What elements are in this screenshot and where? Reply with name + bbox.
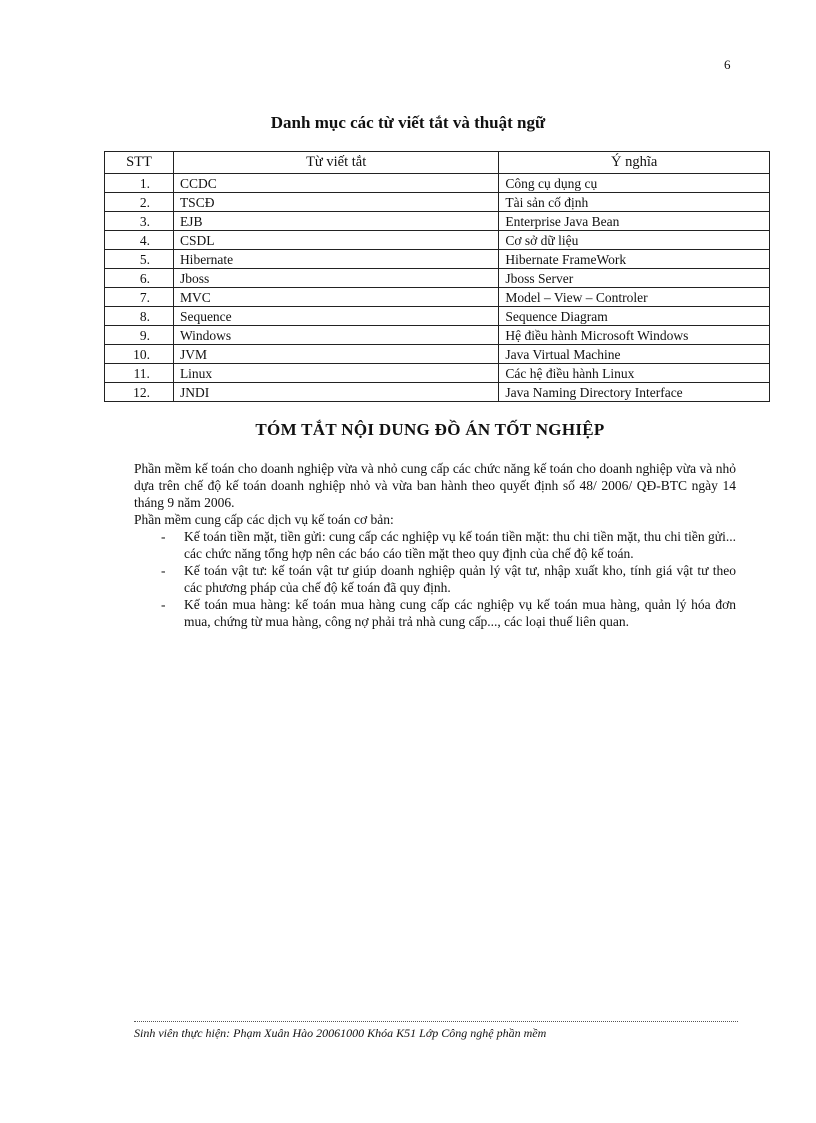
table-row bbox=[105, 269, 770, 288]
bullet-dash: - bbox=[161, 597, 166, 612]
table-row bbox=[105, 364, 770, 383]
row-stt: 3. bbox=[105, 212, 174, 231]
row-meaning: Jboss Server bbox=[499, 269, 770, 288]
list-item bbox=[134, 596, 736, 630]
table-row bbox=[105, 326, 770, 345]
row-abbreviation: Sequence bbox=[173, 307, 498, 326]
services-intro: Phần mềm cung cấp các dịch vụ kế toán cơ bản: bbox=[134, 512, 394, 527]
row-meaning: Java Virtual Machine bbox=[499, 345, 770, 364]
row-stt: 12. bbox=[105, 383, 174, 402]
row-meaning: Sequence Diagram bbox=[499, 307, 770, 326]
row-meaning: Model – View – Controler bbox=[499, 288, 770, 307]
row-stt: 4. bbox=[105, 231, 174, 250]
bullet-dash: - bbox=[161, 529, 166, 544]
footer-divider bbox=[134, 1021, 738, 1022]
bullet-dash: - bbox=[161, 563, 166, 578]
row-meaning: Enterprise Java Bean bbox=[499, 212, 770, 231]
footer-text: Sinh viên thực hiện: Phạm Xuân Hào 20061000 Khóa K51 Lớp Công nghệ phần mềm bbox=[134, 1026, 547, 1040]
row-stt: 6. bbox=[105, 269, 174, 288]
row-meaning: Hibernate FrameWork bbox=[499, 250, 770, 269]
list-item-text: Kế toán vật tư: kế toán vật tư giúp doanh nghiệp quản lý vật tư, nhập xuất kho, tính giá vật tư theo các phương pháp của chế độ kế toán đã quy định. bbox=[184, 563, 736, 595]
row-meaning: Cơ sở dữ liệu bbox=[499, 231, 770, 250]
row-stt: 10. bbox=[105, 345, 174, 364]
row-abbreviation: Hibernate bbox=[173, 250, 498, 269]
table-row bbox=[105, 345, 770, 364]
row-abbreviation: JVM bbox=[173, 345, 498, 364]
table-row bbox=[105, 383, 770, 402]
page-title: Danh mục các từ viết tắt và thuật ngữ bbox=[270, 113, 546, 132]
row-stt: 8. bbox=[105, 307, 174, 326]
row-abbreviation: JNDI bbox=[173, 383, 498, 402]
table-row bbox=[105, 212, 770, 231]
summary-body bbox=[134, 460, 736, 630]
row-stt: 7. bbox=[105, 288, 174, 307]
services-list bbox=[134, 528, 736, 630]
row-stt: 1. bbox=[105, 174, 174, 193]
section-heading: TÓM TẮT NỘI DUNG ĐỒ ÁN TỐT NGHIỆP bbox=[255, 420, 605, 439]
abbreviation-table bbox=[104, 151, 770, 402]
row-abbreviation: CCDC bbox=[173, 174, 498, 193]
list-item-text: Kế toán tiền mặt, tiền gửi: cung cấp các nghiệp vụ kế toán tiền mặt: thu chi tiền mặt, thu chi tiền gửi... các chức năng tổng hợp nên các báo cáo tiền mặt theo quy định của chế độ kế toán. bbox=[184, 529, 736, 561]
row-abbreviation: Windows bbox=[173, 326, 498, 345]
table-row bbox=[105, 193, 770, 212]
row-abbreviation: TSCĐ bbox=[173, 193, 498, 212]
table-row bbox=[105, 307, 770, 326]
row-meaning: Công cụ dụng cụ bbox=[499, 174, 770, 193]
row-stt: 5. bbox=[105, 250, 174, 269]
table-header-row bbox=[105, 152, 770, 174]
header-meaning: Ý nghĩa bbox=[499, 152, 770, 174]
header-stt: STT bbox=[105, 152, 174, 174]
row-stt: 11. bbox=[105, 364, 174, 383]
row-meaning: Java Naming Directory Interface bbox=[499, 383, 770, 402]
list-item bbox=[134, 562, 736, 596]
table-row bbox=[105, 250, 770, 269]
row-abbreviation: Linux bbox=[173, 364, 498, 383]
list-item bbox=[134, 528, 736, 562]
table-row bbox=[105, 231, 770, 250]
row-meaning: Hệ điều hành Microsoft Windows bbox=[499, 326, 770, 345]
table-row bbox=[105, 174, 770, 193]
row-abbreviation: MVC bbox=[173, 288, 498, 307]
table-row bbox=[105, 288, 770, 307]
row-stt: 2. bbox=[105, 193, 174, 212]
row-abbreviation: Jboss bbox=[173, 269, 498, 288]
list-item-text: Kế toán mua hàng: kế toán mua hàng cung cấp các nghiệp vụ kế toán mua hàng, quản lý hóa đơn mua, chứng từ mua hàng, công nợ phải trả nhà cung cấp..., các loại thuế liên quan. bbox=[184, 597, 736, 629]
intro-paragraph: Phần mềm kế toán cho doanh nghiệp vừa và nhỏ cung cấp các chức năng kế toán cho doanh nghiệp vừa và nhỏ dựa trên chế độ kế toán doanh nghiệp nhỏ và vừa ban hành theo quyết định số 48/ 2006/ QĐ-BTC ngày 14 tháng 9 năm 2006. bbox=[134, 461, 736, 510]
row-abbreviation: CSDL bbox=[173, 231, 498, 250]
row-stt: 9. bbox=[105, 326, 174, 345]
row-meaning: Các hệ điều hành Linux bbox=[499, 364, 770, 383]
header-abbreviation: Từ viết tắt bbox=[173, 152, 498, 174]
row-meaning: Tài sản cố định bbox=[499, 193, 770, 212]
row-abbreviation: EJB bbox=[173, 212, 498, 231]
page-number: 6 bbox=[724, 57, 731, 72]
